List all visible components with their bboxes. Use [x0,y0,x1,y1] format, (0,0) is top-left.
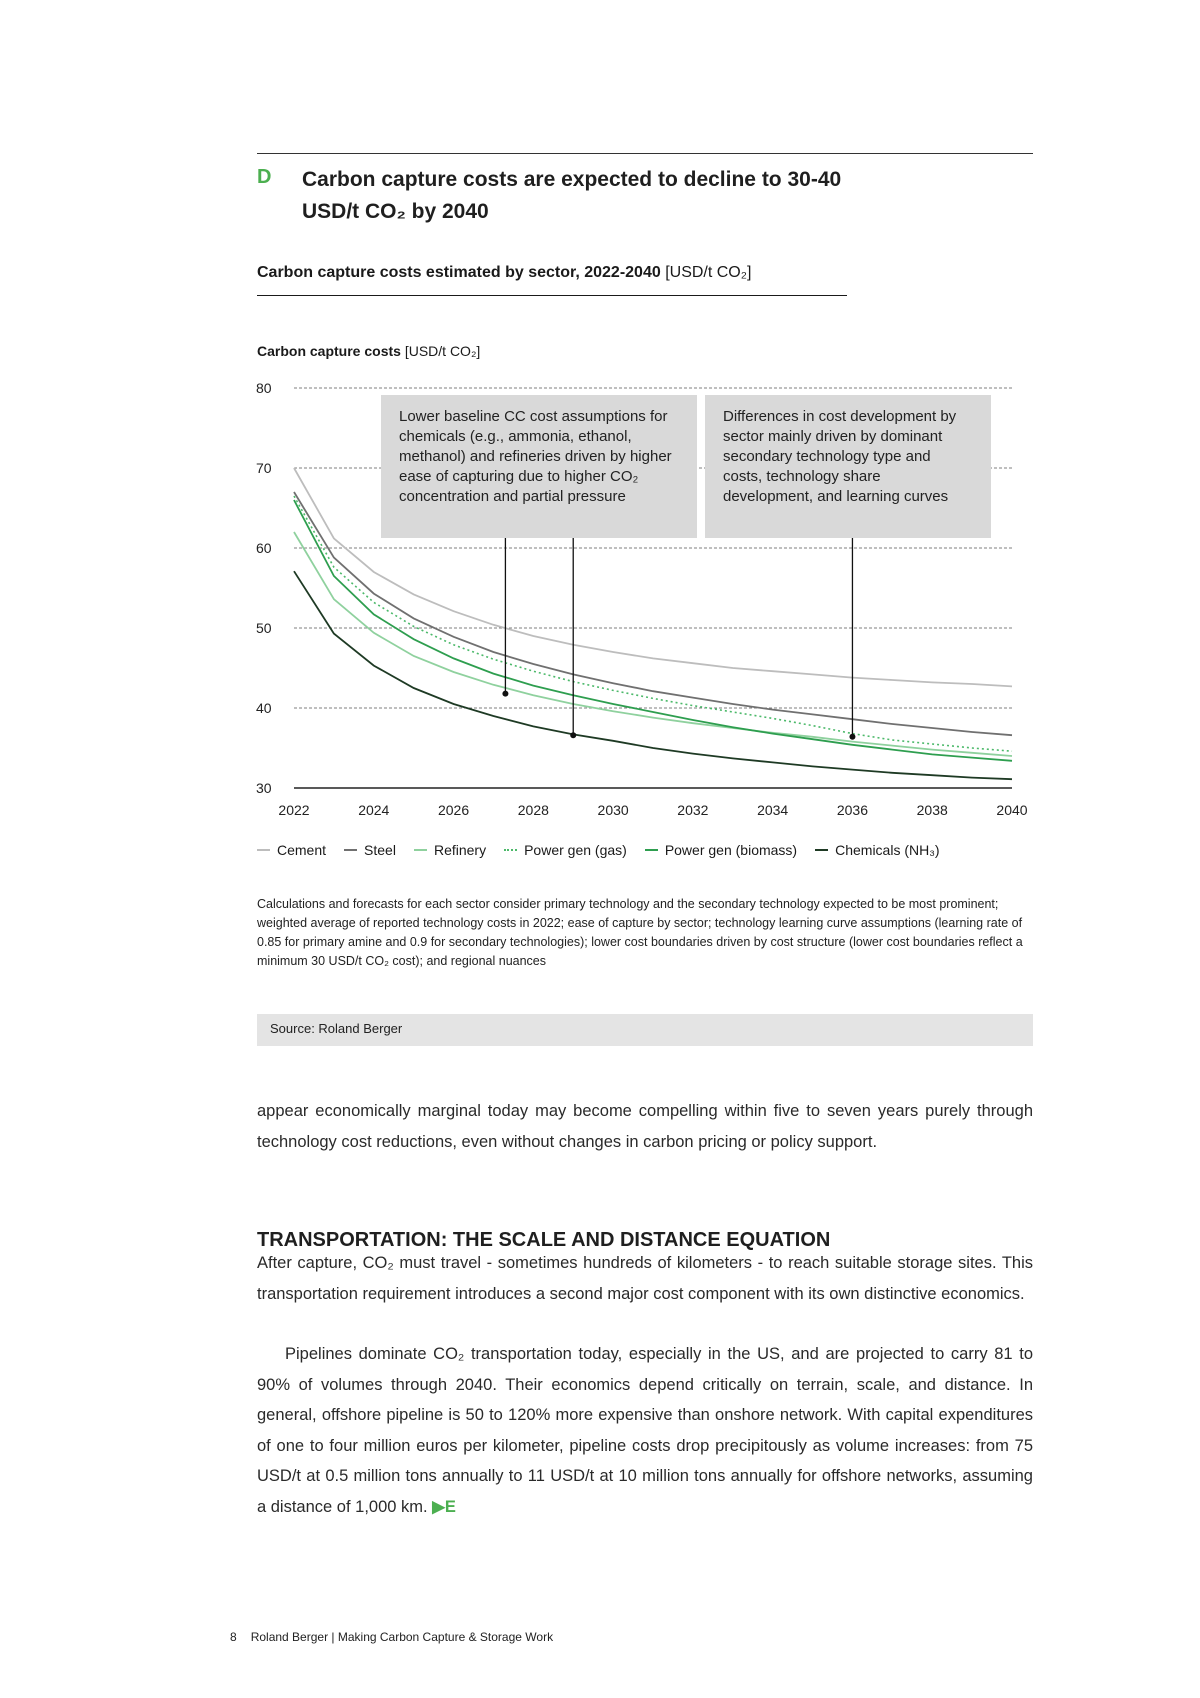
callout-sector-differences: Differences in cost development by sector mainly driven by dominant secondary technology type and costs, technology share development, and learning curves [705,395,991,538]
legend-label-refinery: Refinery [433,842,487,858]
legend-swatch-cement [257,849,270,851]
series-line-refinery [294,532,1012,756]
x-tick-label-2040: 2040 [996,802,1028,818]
x-tick-label-2024: 2024 [358,802,390,818]
legend-swatch-power-gen-gas [504,849,517,851]
x-tick-label-2026: 2026 [437,802,470,818]
legend-item-chemicals-nh [815,842,940,858]
legend-label-chemicals-nh: Chemicals (NH₃) [835,842,940,858]
legend-item-cement [257,842,326,858]
legend-swatch-chemicals-nh [815,849,828,851]
chart-legend [257,842,958,858]
y-tick-label-70: 70 [256,460,272,476]
annotation-dot-0-0 [502,691,508,697]
y-tick-label-60: 60 [256,540,272,556]
annotation-dot-0-1 [570,732,576,738]
y-tick-label-40: 40 [256,700,272,716]
annotation-dot-1-0 [849,734,855,740]
x-tick-label-2034: 2034 [757,802,789,818]
x-tick-label-2022: 2022 [278,802,310,818]
page-footer [230,1630,553,1644]
legend-swatch-power-gen-biomass [645,849,658,851]
legend-label-power-gen-gas: Power gen (gas) [524,842,627,858]
series-line-chemicals-nh [294,571,1012,779]
body-paragraph-1: appear economically marginal today may become compelling within five to seven years purely through technology cost reductions, even without changes in carbon pricing or policy support. [257,1102,1033,1151]
footer-text: Roland Berger | Making Carbon Capture & Storage Work [250,1630,554,1644]
x-tick-label-2038: 2038 [916,802,948,818]
x-tick-label-2028: 2028 [517,802,549,818]
callout-chemicals-refineries: Lower baseline CC cost assumptions for chemicals (e.g., ammonia, ethanol, methanol) and refineries driven by higher ease of capturing due to higher CO₂ concentration and partial pressure [381,395,697,538]
legend-label-steel: Steel [364,842,396,858]
y-tick-label-50: 50 [256,620,272,636]
body-paragraph-3-text: Pipelines dominate CO₂ transportation today, especially in the US, and are projected to carry 81 to 90% of volumes through 2040. Their economics depend critically on terrain, scale, and distance. In general, offshore pipeline is 50 to 120% more expensive than onshore network. With capital expenditures of one to four million euros per kilometer, pipeline costs drop precipitously as volume increases: from 75 USD/t at 0.5 million tons annually to 11 USD/t at 10 million tons annually for offshore networks, assuming a distance of 1,000 km. [257,1345,1033,1516]
series-line-power-gen-biomass [294,500,1012,761]
source-text: Source: Roland Berger [270,1021,403,1036]
legend-label-cement: Cement [277,842,327,858]
section-heading: TRANSPORTATION: THE SCALE AND DISTANCE EQUATION [257,1229,831,1251]
y-tick-label-30: 30 [256,780,272,796]
page-number: 8 [230,1630,237,1644]
y-tick-label-80: 80 [256,380,272,396]
chart-subtitle-bold: Carbon capture costs estimated by sector, 2022-2040 [257,264,661,281]
figure-title: Carbon capture costs are expected to decline to 30-40 USD/t CO₂ by 2040 [302,168,842,223]
x-tick-label-2032: 2032 [677,802,709,818]
chart-subtitle-unit: [USD/t CO₂] [665,264,752,281]
y-axis-label-bold: Carbon capture costs [257,343,401,359]
legend-item-power-gen-gas [504,842,627,858]
legend-item-refinery [414,842,486,858]
legend-label-power-gen-biomass: Power gen (biomass) [664,842,798,858]
x-tick-label-2036: 2036 [836,802,869,818]
body-paragraph-3 [257,1339,1033,1522]
legend-item-steel [344,842,396,858]
figure-letter: D [257,166,272,188]
x-tick-label-2030: 2030 [597,802,629,818]
figure-e-link[interactable]: ▶E [432,1497,456,1516]
legend-swatch-refinery [414,849,427,851]
body-paragraph-2: After capture, CO₂ must travel - sometimes hundreds of kilometers - to reach suitable storage sites. This transportation requirement introduces a second major cost component with its own distinctive economics. [257,1254,1033,1303]
legend-item-power-gen-biomass [645,842,797,858]
y-axis-label-unit: [USD/t CO₂] [404,343,481,359]
chart-notes: Calculations and forecasts for each sector consider primary technology and the secondary technology expected to be most prominent; weighted average of reported technology costs in 2022; ease of capture by sector; technology learning curve assumptions (learning rate of 0.85 for primary amine and 0.9 for secondary technologies); lower cost boundaries driven by cost structure (lower cost boundaries reflect a minimum 30 USD/t CO₂ cost); and regional nuances [257,897,1023,968]
legend-swatch-steel [344,849,357,851]
